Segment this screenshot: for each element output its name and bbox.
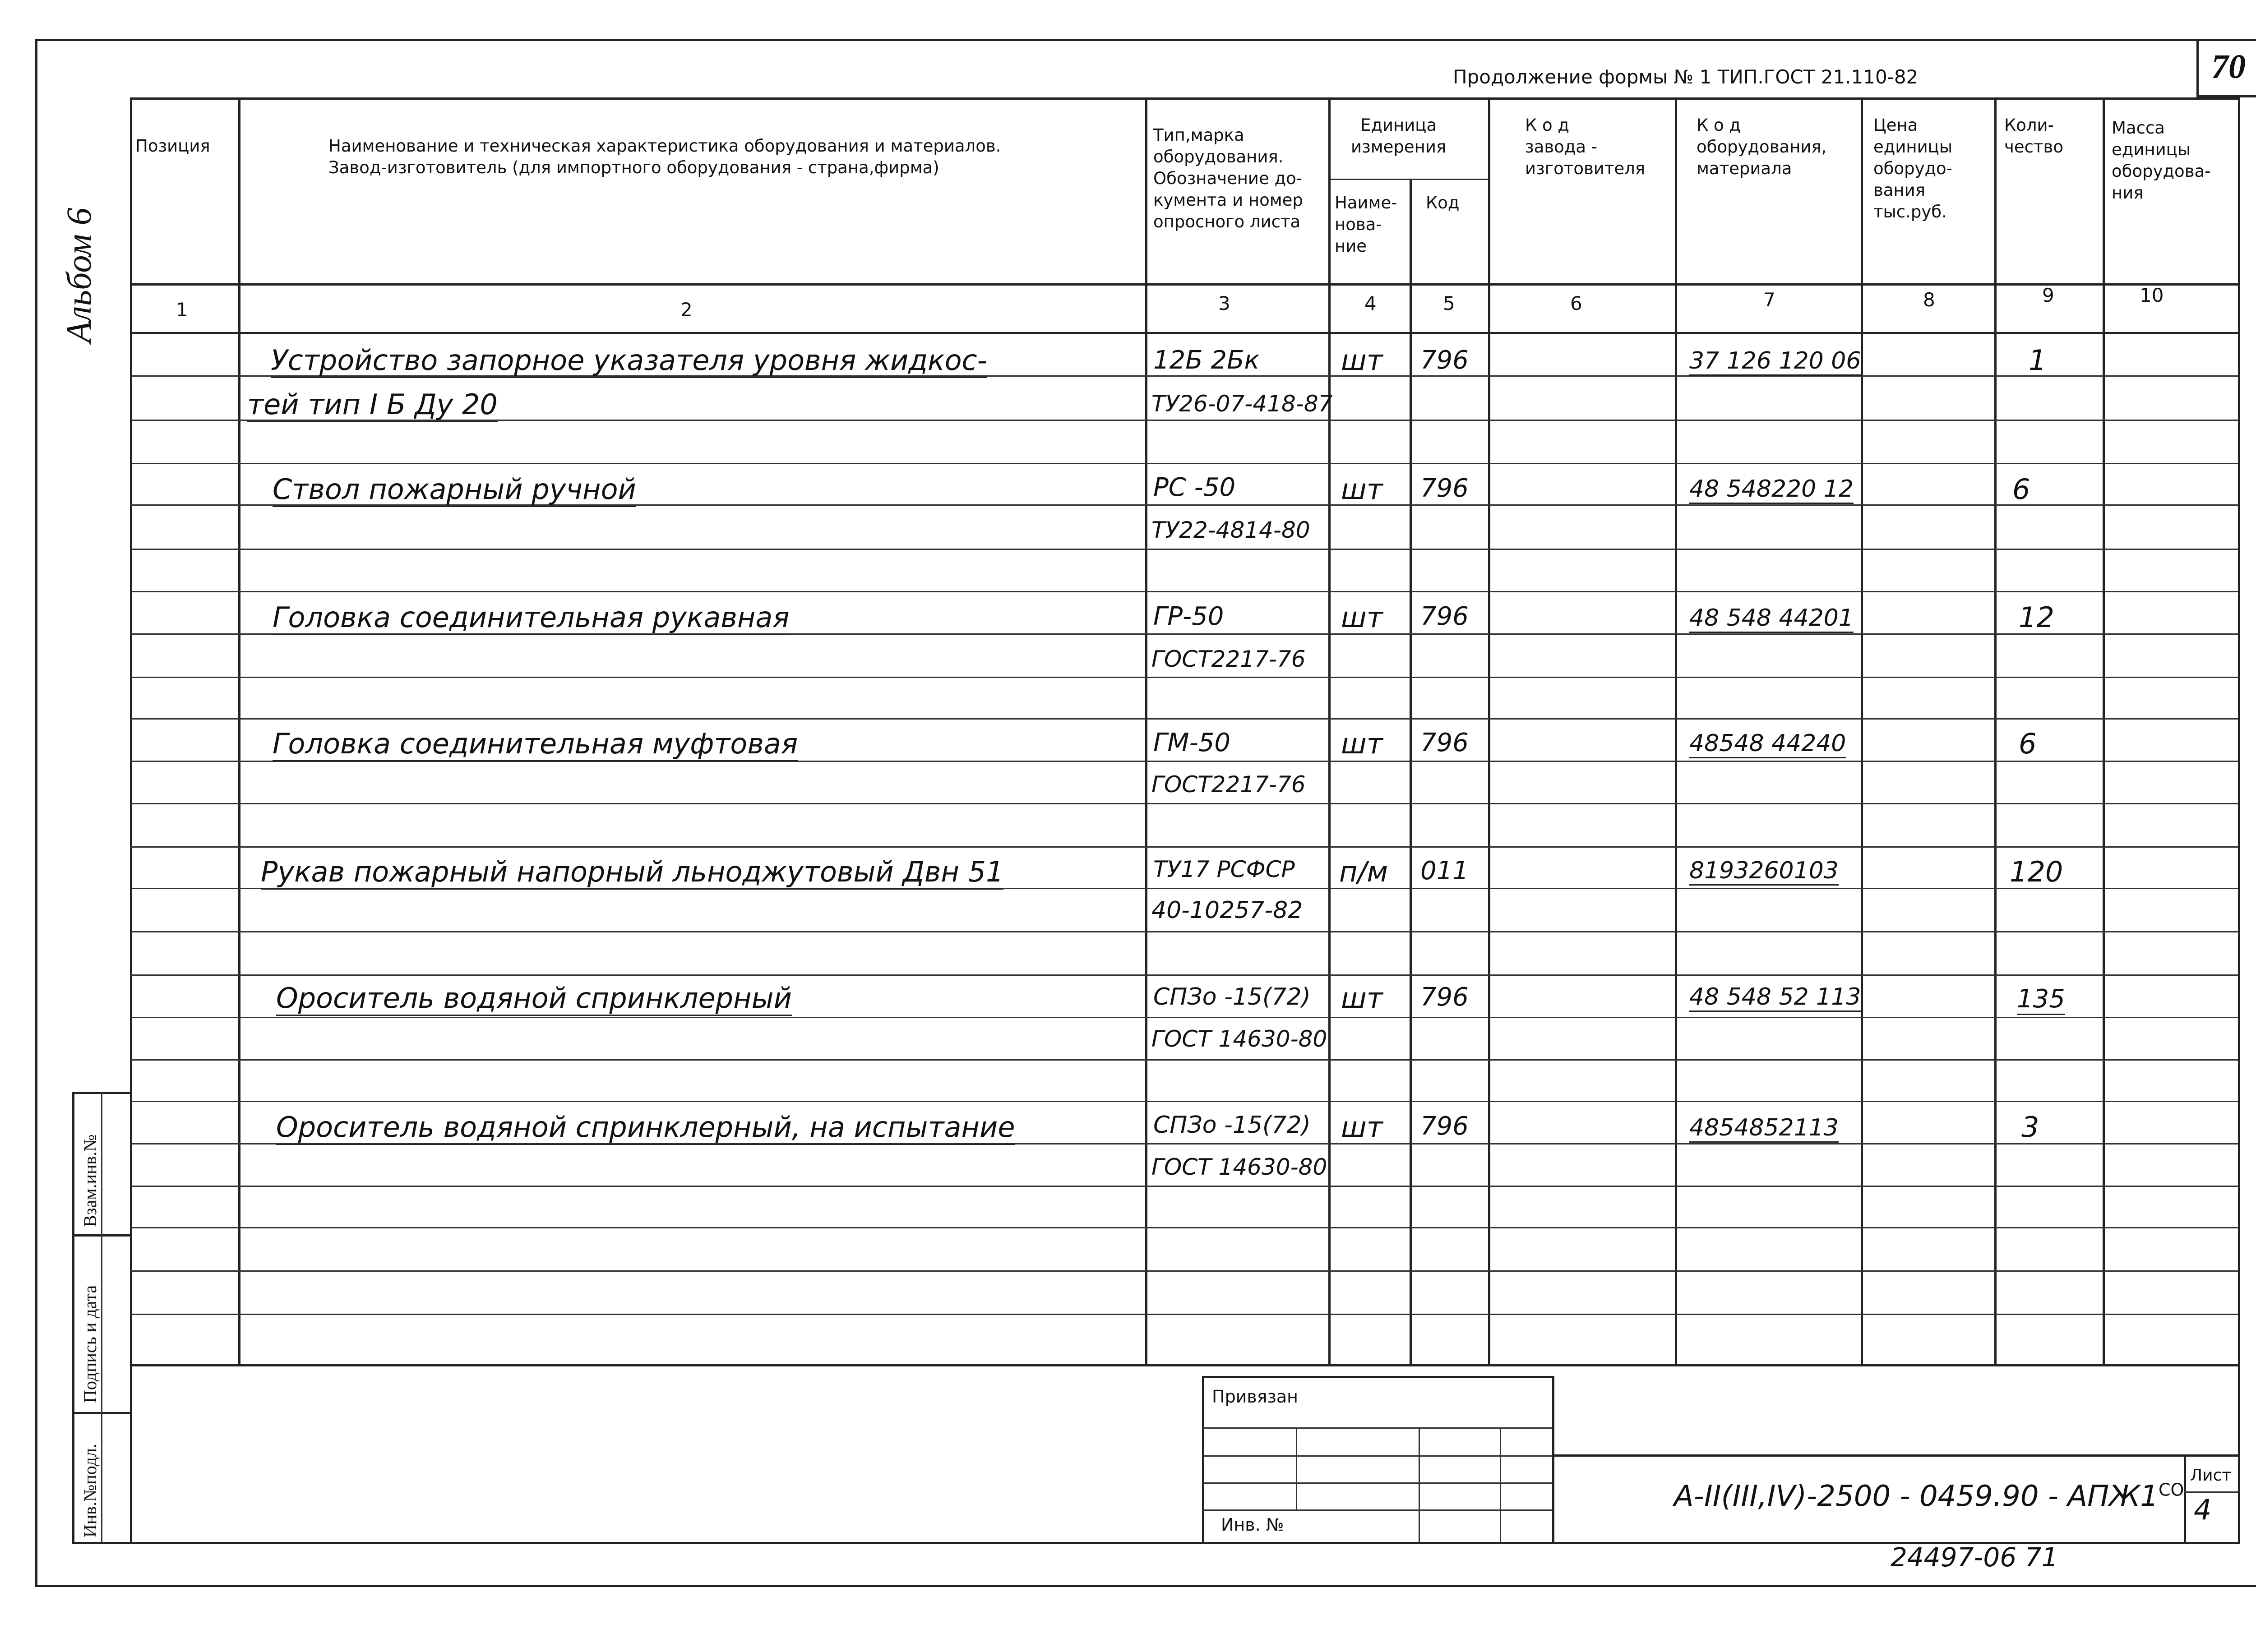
header-material-code: К о д оборудования, материала	[1697, 115, 1827, 178]
row2-unit: шт	[1341, 473, 1383, 506]
table-right-border	[2238, 97, 2240, 1370]
row-line	[130, 803, 2238, 804]
row1-name-line2: тей тип I Б Ду 20	[247, 388, 498, 422]
table-bottom-line	[130, 1364, 2238, 1366]
header-quantity: Коли- чество	[2004, 115, 2063, 157]
row2-doc: ТУ22-4814-80	[1151, 517, 1310, 543]
row7-unit: шт	[1341, 1111, 1383, 1144]
column-number: 9	[2042, 284, 2054, 306]
col-divider-7	[1861, 97, 1863, 1365]
stamp-right-line	[2238, 1364, 2240, 1544]
col-divider-9	[2103, 97, 2105, 1365]
col-divider-5	[1488, 97, 1490, 1365]
row1-type: 12Б 2Бк	[1153, 346, 1260, 375]
row5-code: 011	[1420, 856, 1469, 886]
header-unit-group: Единица измерения	[1351, 115, 1447, 157]
row-line	[130, 1101, 2238, 1102]
row1-doc: ТУ26-07-418-87	[1151, 391, 1333, 417]
privyazan-col	[1296, 1427, 1297, 1509]
row5-doc: 40-10257-82	[1151, 897, 1303, 924]
column-number: 3	[1218, 292, 1230, 314]
sheet-label: Лист	[2190, 1466, 2232, 1485]
row7-doc: ГОСТ 14630-80	[1151, 1154, 1327, 1180]
form-continuation-title: Продолжение формы № 1 ТИП.ГОСТ 21.110-82	[1453, 66, 1919, 88]
row1-name-line1: Устройство запорное указателя уровня жидкос-	[271, 344, 987, 378]
column-number: 6	[1570, 292, 1582, 314]
row-line	[130, 1270, 2238, 1272]
row7-code: 796	[1420, 1112, 1469, 1141]
row5-quantity: 120	[2010, 855, 2063, 888]
row3-unit: шт	[1341, 601, 1383, 634]
header-unit-code: Код	[1426, 193, 1460, 212]
row6-doc: ГОСТ 14630-80	[1151, 1026, 1327, 1052]
designation-top	[1552, 1454, 2238, 1457]
unit-subheader-line	[1328, 179, 1488, 180]
row-line	[130, 1314, 2238, 1315]
row4-name: Головка соединительная муфтовая	[273, 727, 798, 761]
column-number: 4	[1364, 292, 1377, 314]
row2-material-code: 48 548220 12	[1689, 475, 1854, 504]
column-number: 7	[1763, 289, 1775, 311]
col-divider-2	[1145, 97, 1147, 1365]
row6-unit: шт	[1341, 982, 1383, 1015]
row6-type: СПЗо -15(72)	[1153, 983, 1311, 1011]
privyazan-col	[1500, 1427, 1501, 1542]
privyazan-label: Привязан	[1212, 1387, 1298, 1407]
header-type-block: Тип,марка оборудования. Обозначение до- кумента и номер опросного листа	[1153, 125, 1303, 231]
col-divider-1	[238, 97, 240, 1365]
document-designation: $А-II(III,IV)-2500 - 0459.90 - АПЖ1^{СО}$	[1674, 1480, 2184, 1513]
row7-quantity: 3	[2021, 1111, 2039, 1144]
column-number: 5	[1443, 292, 1455, 314]
row-line	[130, 463, 2238, 464]
page-number: 70	[2196, 39, 2256, 97]
row7-name: Ороситель водяной спринклерный, на испытание	[276, 1111, 1015, 1145]
inv-no-label: Инв. №	[1221, 1515, 1284, 1535]
column-number: 10	[2140, 284, 2164, 306]
sheet-box-divider	[2184, 1491, 2238, 1493]
row6-name: Ороситель водяной спринклерный	[276, 982, 792, 1016]
row4-doc: ГОСТ2217-76	[1151, 771, 1306, 798]
privyazan-left	[1202, 1376, 1204, 1544]
row2-type: РС -50	[1153, 473, 1236, 502]
row1-quantity: 1	[2029, 344, 2047, 377]
row-line	[130, 1227, 2238, 1228]
privyazan-right	[1552, 1376, 1554, 1544]
row-line	[130, 718, 2238, 720]
row6-quantity: 135	[2017, 984, 2065, 1015]
col-divider-4	[1410, 179, 1412, 1365]
colnum-bottom-line	[130, 332, 2238, 334]
row4-quantity: 6	[2019, 727, 2037, 760]
header-factory-code: К о д завода - изготовителя	[1525, 115, 1646, 178]
column-number: 8	[1923, 289, 1935, 311]
header-bottom-line	[130, 283, 2238, 286]
row-line	[130, 1186, 2238, 1187]
table-left-border	[130, 97, 132, 1544]
row7-material-code: 4854852113	[1689, 1114, 1839, 1143]
header-unit-name: Наиме- нова- ние	[1335, 193, 1397, 256]
col-divider-3	[1328, 97, 1331, 1365]
row2-quantity: 6	[2012, 473, 2030, 506]
footer-number: 24497-06 71	[1891, 1542, 2058, 1573]
row1-unit: шт	[1341, 344, 1383, 377]
row-line	[130, 974, 2238, 976]
header-mass: Масса единицы оборудова- ния	[2112, 118, 2211, 203]
privyazan-col	[1419, 1427, 1420, 1542]
row5-unit: п/м	[1339, 855, 1388, 888]
column-number: 1	[176, 299, 188, 321]
row5-material-code: 8193260103	[1689, 857, 1839, 886]
row3-type: ГР-50	[1153, 602, 1224, 631]
row1-material-code: 37 126 120 06	[1689, 347, 1861, 376]
row2-code: 796	[1420, 474, 1469, 503]
row-line	[130, 1059, 2238, 1061]
header-name-line2: Завод-изготовитель (для импортного оборудования - страна,фирма)	[328, 158, 939, 177]
row4-material-code: 48548 44240	[1689, 730, 1846, 758]
side-box-inner	[101, 1092, 102, 1543]
side-label-inventory: Инв.№подл.	[80, 1444, 100, 1537]
row3-name: Головка соединительная рукавная	[273, 601, 790, 635]
side-label-vzam: Взам.инв.№	[80, 1134, 100, 1227]
row-line	[130, 677, 2238, 678]
row1-code: 796	[1420, 346, 1469, 375]
header-name-line1: Наименование и техническая характеристика оборудования и материалов.	[328, 136, 1001, 156]
row4-type: ГМ-50	[1153, 728, 1230, 757]
row3-code: 796	[1420, 602, 1469, 631]
row-line	[130, 846, 2238, 848]
sheet-box-left	[2184, 1454, 2186, 1544]
row3-quantity: 12	[2019, 601, 2054, 634]
side-label-signature: Подпись и дата	[80, 1285, 100, 1403]
row6-code: 796	[1420, 983, 1469, 1012]
row6-material-code: 48 548 52 113	[1689, 983, 1861, 1012]
row7-type: СПЗо -15(72)	[1153, 1112, 1311, 1139]
row4-unit: шт	[1341, 727, 1383, 760]
header-price: Цена единицы оборудо- вания тыс.руб.	[1873, 115, 1953, 221]
side-box-left	[72, 1092, 74, 1544]
row3-doc: ГОСТ2217-76	[1151, 646, 1306, 672]
sheet-number: 4	[2194, 1493, 2212, 1526]
header-top-line	[130, 97, 2238, 100]
column-number: 2	[680, 299, 693, 321]
row-line	[130, 591, 2238, 592]
row4-code: 796	[1420, 728, 1469, 757]
privyazan-top	[1202, 1376, 1554, 1378]
row-line	[130, 549, 2238, 550]
row-line	[130, 1017, 2238, 1018]
row5-name: Рукав пожарный напорный льноджутовый Двн 51	[261, 855, 1003, 890]
row5-type: ТУ17 РСФСР	[1153, 856, 1295, 882]
col-divider-8	[1994, 97, 1997, 1365]
album-label: Альбом 6	[59, 208, 98, 343]
row-line	[130, 931, 2238, 932]
col-divider-6	[1675, 97, 1677, 1365]
designation-superscript: СО	[2158, 1480, 2184, 1500]
row2-name: Ствол пожарный ручной	[273, 473, 636, 507]
row3-material-code: 48 548 44201	[1689, 605, 1854, 633]
header-position: Позиция	[135, 136, 210, 156]
